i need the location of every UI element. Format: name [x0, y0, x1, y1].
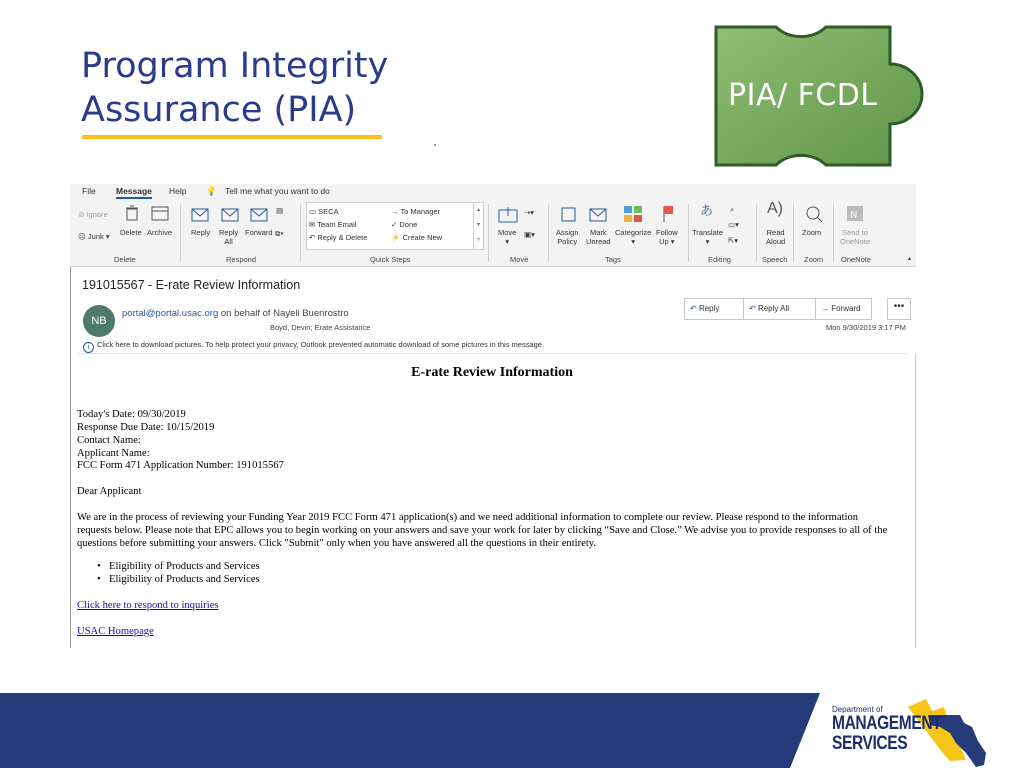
application-number: FCC Form 471 Application Number: 191015567 — [77, 460, 284, 471]
dms-dept-of: Department of — [832, 705, 883, 714]
mark-unread-button[interactable]: Mark Unread — [586, 228, 611, 246]
action-separator — [815, 299, 816, 319]
group-label-speech: Speech — [762, 255, 788, 264]
request-list — [97, 561, 260, 587]
related-icon[interactable]: ▭▾ — [728, 220, 739, 229]
translate-icon: あ — [700, 203, 714, 218]
reply-all-action-button[interactable]: ↶ Reply All — [749, 304, 790, 313]
title-underline — [82, 135, 382, 139]
reply-all-button[interactable]: Reply All — [219, 228, 239, 246]
reply-all-envelope-icon — [218, 207, 240, 223]
avatar: NB — [83, 305, 115, 337]
slide-title-line-1: Program Integrity — [81, 46, 389, 86]
dms-services: SERVICES — [832, 733, 908, 754]
menu-message[interactable]: Message — [116, 186, 152, 199]
group-label-zoom: Zoom — [804, 255, 824, 264]
menu-help[interactable]: Help — [169, 186, 187, 196]
group-label-editing: Editing — [708, 255, 731, 264]
find-icon[interactable]: ⌕ — [730, 205, 735, 214]
more-actions-button[interactable]: ••• — [887, 298, 911, 320]
archive-icon — [151, 206, 169, 221]
follow-up-button[interactable]: Follow Up ▾ — [656, 228, 678, 246]
group-label-delete: Delete — [114, 255, 136, 264]
email-heading: E-rate Review Information — [411, 365, 573, 380]
delete-button[interactable]: Delete — [120, 228, 142, 237]
quick-steps-scroll[interactable]: ▴ ▾ ▿ — [473, 203, 483, 249]
dms-management: MANAGEMENT — [832, 713, 942, 734]
select-icon[interactable]: ⇱▾ — [728, 236, 739, 245]
reply-envelope-icon — [190, 207, 210, 223]
outlook-screenshot — [70, 184, 916, 648]
respond-inquiries-link[interactable]: Click here to respond to inquiries — [77, 600, 219, 611]
reply-button[interactable]: Reply — [191, 228, 211, 237]
applicant-name: Applicant Name: — [77, 448, 150, 459]
screenshot-border — [915, 354, 916, 648]
response-due-date: Response Due Date: 10/15/2019 — [77, 422, 215, 433]
forward-button[interactable]: Forward — [245, 228, 273, 237]
rules-icon[interactable]: ⇢▾ — [524, 208, 535, 217]
quick-steps-gallery — [306, 202, 484, 250]
menu-bar — [70, 184, 916, 200]
forward-arrow-icon: → — [821, 304, 829, 313]
paragraph-line-3: questions before submitting your answers. Click "Submit" only when you have answered all the questions in their entirety. — [77, 538, 597, 549]
read-aloud-button[interactable]: Read Aloud — [766, 228, 786, 246]
collapse-ribbon-icon[interactable]: ▴ — [908, 256, 912, 262]
reply-all-arrow-icon: ↶ — [749, 304, 756, 313]
onenote-icon — [846, 205, 864, 222]
reply-arrow-icon: ↶ — [690, 304, 697, 313]
group-label-tags: Tags — [605, 255, 621, 264]
move-button[interactable]: Move ▾ — [498, 228, 517, 246]
sender-address[interactable]: portal@portal.usac.org — [122, 308, 219, 319]
dms-logo — [832, 705, 965, 754]
more-respond-dropdown-icon[interactable]: ⧉▾ — [275, 229, 284, 238]
more-respond-icon[interactable]: ▤ — [276, 206, 284, 215]
forward-action-button[interactable]: → Forward — [821, 304, 861, 313]
contact-name: Contact Name: — [77, 435, 141, 446]
stray-dot — [434, 144, 436, 146]
usac-homepage-link[interactable]: USAC Homepage — [77, 626, 154, 637]
tell-me-search[interactable]: Tell me what you want to do — [225, 186, 330, 196]
svg-text:N: N — [850, 210, 858, 221]
recipients: Boyd, Devin; Erate Assistance — [270, 323, 371, 332]
group-separator — [756, 204, 757, 262]
group-separator — [300, 204, 301, 262]
download-pictures-bar[interactable]: i Click here to download pictures. To help protect your privacy, Outlook prevented automatic download of some pictures in this message. — [83, 340, 544, 353]
ignore-button[interactable]: ⊘ Ignore — [78, 210, 108, 219]
group-label-onenote: OneNote — [841, 255, 872, 264]
group-separator — [688, 204, 689, 262]
follow-up-flag-icon — [661, 205, 675, 223]
menu-file[interactable]: File — [82, 186, 96, 196]
trash-icon — [125, 205, 139, 221]
sender-line — [122, 308, 349, 319]
paragraph-line-2: requests below. Please note that EPC allows you to begin working on your answers and save your work for later by clicking “Save and Close.” We advise you to provide responses to all of the — [77, 525, 888, 536]
group-separator — [180, 204, 181, 262]
info-icon: i — [83, 342, 94, 353]
quick-step-create-new[interactable]: ⚡ Create New — [391, 233, 443, 242]
group-separator — [793, 204, 794, 262]
quick-step-seca[interactable]: ▭ SECA — [309, 207, 339, 216]
assign-policy-icon — [560, 206, 578, 223]
read-aloud-icon: A) — [767, 200, 783, 217]
zoom-magnifier-icon — [805, 205, 823, 223]
forward-envelope-icon — [249, 207, 269, 223]
sender-behalf: on behalf of Nayeli Buenrostro — [218, 308, 349, 319]
group-separator — [488, 204, 489, 262]
assign-policy-button[interactable]: Assign Policy — [556, 228, 579, 246]
action-separator — [743, 299, 744, 319]
onenote-move-icon[interactable]: ▣▾ — [524, 230, 535, 239]
archive-button[interactable]: Archive — [147, 228, 173, 237]
zoom-button[interactable]: Zoom — [802, 228, 822, 237]
junk-button[interactable]: ☹ Junk ▾ — [78, 232, 110, 241]
quick-step-team-email[interactable]: ✉ Team Email — [309, 220, 357, 229]
header-divider — [78, 353, 908, 354]
categorize-icon — [623, 205, 643, 223]
todays-date: Today's Date: 09/30/2019 — [77, 409, 186, 420]
slide-title-line-2: Assurance (PIA) — [81, 90, 357, 130]
puzzle-label: PIA/ FCDL — [728, 78, 878, 113]
group-separator — [548, 204, 549, 262]
list-item: • Eligibility of Products and Services — [97, 574, 260, 587]
quick-step-done[interactable]: ✓ Done — [391, 220, 418, 229]
send-to-onenote-button[interactable]: Send to OneNote — [840, 228, 871, 246]
paragraph-line-1: We are in the process of reviewing your Funding Year 2019 FCC Form 471 application(s) and we need additional information to complete our review. Please respond to the information — [77, 512, 859, 523]
group-label-move: Move — [510, 255, 529, 264]
group-label-quick-steps: Quick Steps — [370, 255, 411, 264]
group-separator — [833, 204, 834, 262]
email-subject: 191015567 - E-rate Review Information — [82, 278, 301, 292]
move-folder-icon — [498, 206, 518, 223]
reply-action-button[interactable]: ↶ Reply — [690, 304, 720, 313]
greeting: Dear Applicant — [77, 486, 142, 497]
list-item: • Eligibility of Products and Services — [97, 561, 260, 574]
quick-step-to-manager[interactable]: → To Manager — [391, 207, 441, 216]
ribbon — [70, 200, 916, 267]
group-label-respond: Respond — [226, 255, 257, 264]
categorize-button[interactable]: Categorize ▾ — [615, 228, 652, 246]
email-date: Mon 9/30/2019 3:17 PM — [826, 323, 907, 332]
quick-step-reply-delete[interactable]: ↶ Reply & Delete — [309, 233, 368, 242]
lightbulb-icon: 💡 — [206, 186, 217, 196]
translate-button[interactable]: Translate ▾ — [692, 228, 723, 246]
mark-unread-icon — [588, 207, 608, 223]
message-actions — [684, 298, 872, 320]
slide-title — [81, 44, 388, 132]
